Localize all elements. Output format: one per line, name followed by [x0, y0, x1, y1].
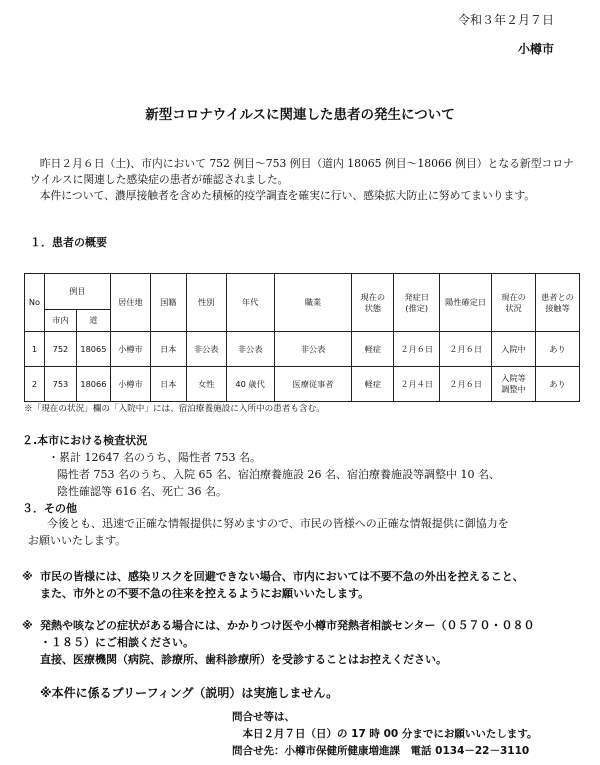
cell-no: 2	[25, 367, 45, 402]
test-stat-line: 陽性者 753 名のうち、入院 65 名、宿泊療養施設 26 名、宿泊療養施設等調整中 10 名、	[57, 468, 500, 481]
header-residence: 居住地	[110, 274, 150, 332]
header-city: 市内	[44, 310, 76, 332]
contact-line: 問合せ等は、	[232, 711, 295, 723]
cell-job: 非公表	[274, 332, 352, 367]
notice-fever-consultation	[22, 617, 582, 668]
test-stat-line: ・累計 12647 名のうち、陽性者 753 名。	[48, 451, 261, 464]
contact-info	[232, 709, 538, 760]
table-row	[25, 332, 580, 367]
cell-contact: あり	[536, 367, 580, 402]
notice-line: 発熱や咳などの症状がある場合には、かかりつけ医や小樽市発熱者相談センター（０５７０・０８０	[40, 619, 535, 632]
header-contact: 患者との 接触等	[536, 274, 580, 332]
notice-outing	[22, 568, 582, 602]
cell-onset: ２月４日	[394, 367, 440, 402]
intro-paragraph	[30, 156, 578, 204]
header-current: 現在の 状況	[492, 274, 536, 332]
test-stat-line: 陰性確認等 616 名、死亡 36 名。	[57, 485, 227, 498]
cell-gender: 非公表	[186, 332, 226, 367]
notice-mark: ※	[22, 619, 33, 632]
cell-condition: 軽症	[352, 332, 394, 367]
cell-contact: あり	[536, 332, 580, 367]
section1-heading: １．患者の概要	[30, 236, 107, 249]
header-no: No	[25, 274, 45, 332]
notice-line: 市民の皆様には、感染リスクを回避できない場合、市内においては不要不急の外出を控えること、	[40, 570, 524, 583]
notice-line: ・１８５）にご相談ください。	[40, 636, 194, 649]
table-header-row	[25, 274, 580, 310]
cell-city-case: 752	[44, 332, 76, 367]
section3-line: 今後とも、迅速で正確な情報提供に努めますので、市民の皆様への正確な情報提供に御協力を	[47, 517, 509, 530]
cell-job: 医療従事者	[274, 367, 352, 402]
header-age: 年代	[226, 274, 274, 332]
table-note: ※「現在の状況」欄の「入院中」には、宿泊療養施設に入所中の患者も含む。	[24, 404, 325, 414]
cell-age: 非公表	[226, 332, 274, 367]
cell-condition: 軽症	[352, 367, 394, 402]
intro-line-2: 本件について、濃厚接触者を含めた積極的疫学調査を確実に行い、感染拡大防止に努めてまいります。	[39, 189, 536, 202]
cell-current: 入院中	[492, 332, 536, 367]
notice-line: 直接、医療機関（病院、診療所、歯科診療所）を受診することはお控えください。	[40, 653, 447, 666]
cell-current: 入院等 調整中	[492, 367, 536, 402]
cell-residence: 小樽市	[110, 332, 150, 367]
cell-no: 1	[25, 332, 45, 367]
cell-positive-date: ２月６日	[440, 332, 492, 367]
section3-line: お願いいたします。	[28, 534, 127, 547]
header-gender: 性別	[186, 274, 226, 332]
header-onset: 発症日 (推定)	[394, 274, 440, 332]
cell-age: 40 歳代	[226, 367, 274, 402]
intro-line-1: 昨日２月６日（土)、市内において 752 例目～753 例目（道内 18065 例目～18066 例目）となる新型コロナウイルスに関連した感染症の患者が確認されました。	[30, 157, 574, 186]
section3-paragraph	[28, 515, 576, 549]
header-positive-date: 陽性確定日	[440, 274, 492, 332]
patient-summary-table	[24, 273, 580, 402]
header-condition: 現在の 状態	[352, 274, 394, 332]
cell-pref-case: 18065	[76, 332, 110, 367]
cell-nationality: 日本	[150, 367, 186, 402]
cell-residence: 小樽市	[110, 367, 150, 402]
briefing-notice: ※本件に係るブリーフィング（説明）は実施しません。	[40, 686, 339, 700]
issuing-organization: 小樽市	[517, 42, 554, 56]
cell-positive-date: ２月６日	[440, 367, 492, 402]
contact-line: 問合せ先：小樽市保健所健康増進課 電話 0134－22－3110	[232, 745, 530, 757]
cell-onset: ２月６日	[394, 332, 440, 367]
section2-heading: ２.本市における検査状況	[22, 434, 148, 447]
section3-heading: ３．その他	[22, 502, 77, 515]
document-title: 新型コロナウイルスに関連した患者の発生について	[145, 107, 455, 123]
notice-line: また、市外との不要不急の往来を控えるようにお願いいたします。	[40, 587, 370, 600]
header-pref: 道	[76, 310, 110, 332]
cell-nationality: 日本	[150, 332, 186, 367]
header-nationality: 国籍	[150, 274, 186, 332]
cell-city-case: 753	[44, 367, 76, 402]
table-row	[25, 367, 580, 402]
cell-pref-case: 18066	[76, 367, 110, 402]
cell-gender: 女性	[186, 367, 226, 402]
notice-mark: ※	[22, 570, 33, 583]
contact-line: 本日２月７日（日）の 17 時 00 分までにお願いいたします。	[232, 728, 538, 740]
document-date: 令和３年２月７日	[457, 13, 554, 27]
header-job: 職業	[274, 274, 352, 332]
header-case: 例目	[44, 274, 110, 310]
